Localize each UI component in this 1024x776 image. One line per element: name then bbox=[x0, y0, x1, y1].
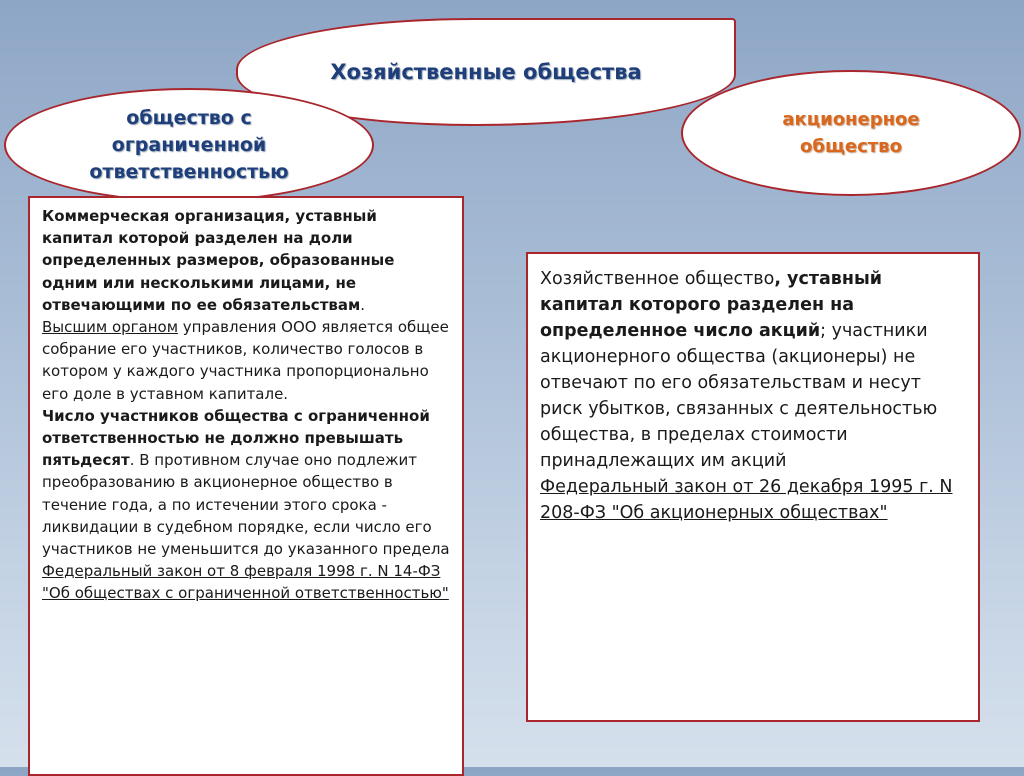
jsc-oval bbox=[681, 70, 1021, 196]
llc-title bbox=[89, 105, 288, 186]
llc-title-line2: ограниченной bbox=[111, 133, 267, 156]
llc-oval bbox=[4, 88, 374, 202]
llc-title-line3: ответственностью bbox=[89, 160, 289, 183]
llc-law-link[interactable]: Федеральный закон от 8 февраля 1998 г. N 14-ФЗ "Об обществах с ограниченной ответственностью" bbox=[42, 562, 449, 603]
jsc-intro: Хозяйственное общество bbox=[540, 269, 775, 289]
llc-definition bbox=[42, 205, 452, 316]
jsc-description-box bbox=[526, 252, 980, 722]
jsc-definition-bold: , уставный капитал которого разделен на определенное число акций bbox=[540, 269, 883, 341]
jsc-definition-text: ; участники акционерного общества (акционеры) не отвечают по его обязательствам и несут риск убытков, связанных с деятельностью общества, в пределах стоимости принадлежащих им акций bbox=[540, 321, 938, 471]
llc-law-ref bbox=[42, 560, 452, 604]
llc-title-line1: общество с bbox=[126, 106, 252, 129]
llc-description-box bbox=[28, 196, 464, 776]
jsc-law-link[interactable]: Федеральный закон от 26 декабря 1995 г. N 208-ФЗ "Об акционерных обществах" bbox=[540, 477, 953, 523]
jsc-title bbox=[782, 106, 919, 160]
llc-definition-bold: Коммерческая организация, уставный капитал которой разделен на доли определенных размеров, образованные одним или несколькими лицами, не отвечающими по ее обязательствам bbox=[42, 207, 395, 314]
jsc-title-line1: акционерное bbox=[782, 109, 920, 130]
llc-governance-text: управления ООО является общее собрание его участников, количество голосов в котором у каждого участника пропорционально его доле в уставном капитале. bbox=[42, 318, 449, 403]
supreme-body-link[interactable]: Высшим органом bbox=[42, 318, 179, 337]
jsc-definition bbox=[540, 266, 966, 474]
jsc-title-line2: общество bbox=[800, 136, 902, 157]
jsc-law-ref bbox=[540, 474, 966, 526]
llc-definition-end: . bbox=[360, 295, 366, 314]
llc-member-limit-bold: Число участников общества с ограниченной ответственностью не должно превышать пятьдесят bbox=[42, 406, 430, 470]
llc-member-limit-text: . В противном случае оно подлежит преобразованию в акционерное общество в течение года, а по истечении этого срока - ликвидации в судебном порядке, если число его участников не уменьшится до указанного предела bbox=[42, 451, 450, 559]
llc-governance bbox=[42, 316, 452, 405]
llc-member-limit bbox=[42, 405, 452, 560]
main-title: Хозяйственные общества bbox=[330, 60, 642, 84]
